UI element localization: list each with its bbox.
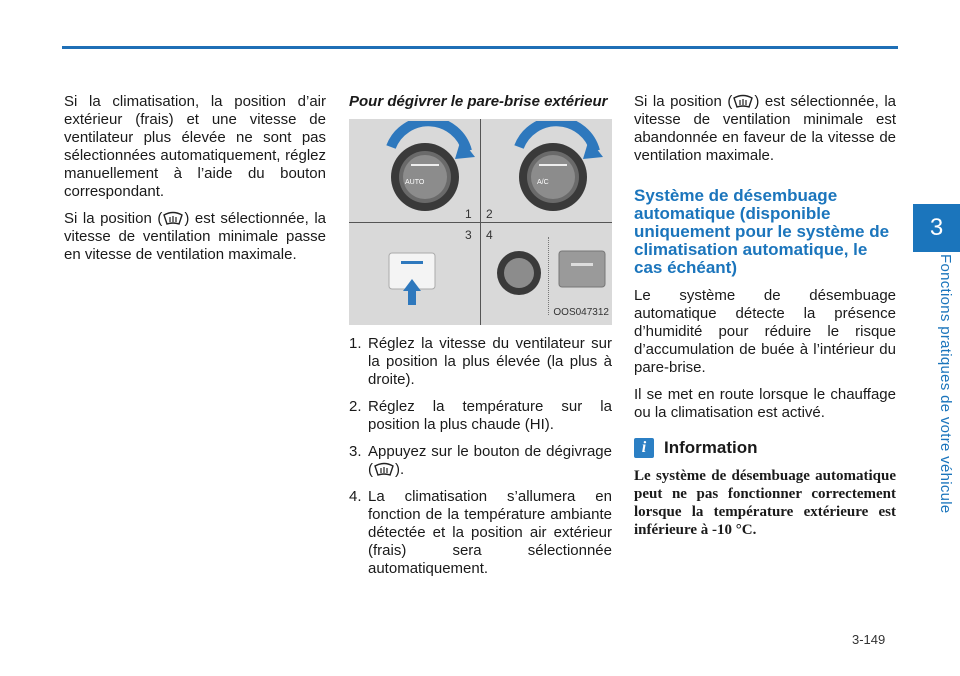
step-number: 2. bbox=[349, 398, 362, 415]
text-run: Si la position ( bbox=[634, 93, 733, 110]
temperature-knob-icon bbox=[503, 121, 603, 219]
climate-control-figure bbox=[349, 119, 612, 325]
step-text: Réglez la température sur la position la plus chaude (HI). bbox=[368, 398, 612, 433]
top-rule bbox=[62, 46, 898, 49]
column-2 bbox=[349, 93, 612, 587]
information-header bbox=[634, 438, 896, 458]
figure-divider bbox=[349, 222, 612, 223]
figure-number-1: 1 bbox=[465, 207, 472, 221]
list-item bbox=[349, 335, 612, 389]
column-3 bbox=[634, 93, 896, 548]
step-text: La climatisation s’allumera en fonction de la température ambiante détectée et la position air extérieur (frais) sera sélectionnée automatiquement. bbox=[368, 488, 612, 577]
figure-number-4: 4 bbox=[486, 228, 493, 242]
section-subheading: Pour dégivrer le pare-brise extérieur bbox=[349, 93, 608, 110]
figure-number-2: 2 bbox=[486, 207, 493, 221]
defrost-icon bbox=[162, 211, 184, 227]
fan-knob-icon bbox=[375, 121, 475, 219]
step-number: 1. bbox=[349, 335, 362, 352]
dial-icon bbox=[495, 249, 543, 297]
step-text: ). bbox=[395, 461, 405, 478]
steps-list bbox=[349, 335, 612, 578]
information-text: Le système de désembuage automatique peut ne pas fonctionner correctement lorsque la température extérieure est inférieure à -10 °C. bbox=[634, 468, 896, 538]
list-item bbox=[349, 443, 612, 479]
paragraph: Il se met en route lorsque le chauffage ou la climatisation est activé. bbox=[634, 386, 896, 421]
step-number: 3. bbox=[349, 443, 362, 460]
paragraph: Si la climatisation, la position d’air extérieur (frais) et une vitesse de ventilateur plus élevée ne sont pas sélectionnées automatiquement, réglez manuellement à l’aide du bouton correspondant. bbox=[64, 93, 326, 200]
column-1 bbox=[64, 93, 326, 273]
paragraph bbox=[634, 93, 896, 165]
step-number: 4. bbox=[349, 488, 362, 505]
list-item bbox=[349, 488, 612, 578]
step-text: Appuyez sur le bouton de dégivrage ( bbox=[368, 443, 612, 478]
text-run: ) est sélectionnée, la vitesse de ventilation minimale est abandonnée en faveur de la vitesse de ventilation maximale. bbox=[634, 93, 897, 164]
figure-divider bbox=[548, 237, 550, 315]
chapter-title: Fonctions pratiques de votre véhicule bbox=[937, 254, 954, 514]
figure-number-3: 3 bbox=[465, 228, 472, 242]
figure-code: OOS047312 bbox=[553, 307, 609, 318]
chapter-number: 3 bbox=[913, 204, 960, 252]
knob-label: AUTO bbox=[405, 179, 425, 186]
defrost-icon bbox=[373, 462, 395, 478]
text-run: ) est sélectionnée, la vitesse de ventilation minimale passe en vitesse de ventilation maximale. bbox=[64, 210, 327, 263]
defrost-icon bbox=[732, 94, 754, 110]
step-text: Réglez la vitesse du ventilateur sur la position la plus élevée (la plus à droite). bbox=[368, 335, 612, 388]
fresh-air-button-icon bbox=[557, 249, 607, 289]
info-icon: i bbox=[634, 438, 654, 458]
paragraph: Le système de désembuage automatique détecte la présence d’humidité pour réduire le risque d’accumulation de buée à l’intérieur du pare-brise. bbox=[634, 287, 896, 376]
paragraph bbox=[64, 210, 326, 264]
text-run: Si la position ( bbox=[64, 210, 163, 227]
information-title: Information bbox=[664, 438, 758, 457]
knob-label: A/C bbox=[537, 179, 549, 186]
defrost-button-icon bbox=[385, 249, 439, 305]
list-item bbox=[349, 398, 612, 434]
section-heading: Système de désembuage automatique (disponible uniquement pour le système de climatisation automatique, le cas échéant) bbox=[634, 186, 890, 277]
page-number: 3-149 bbox=[852, 632, 886, 647]
